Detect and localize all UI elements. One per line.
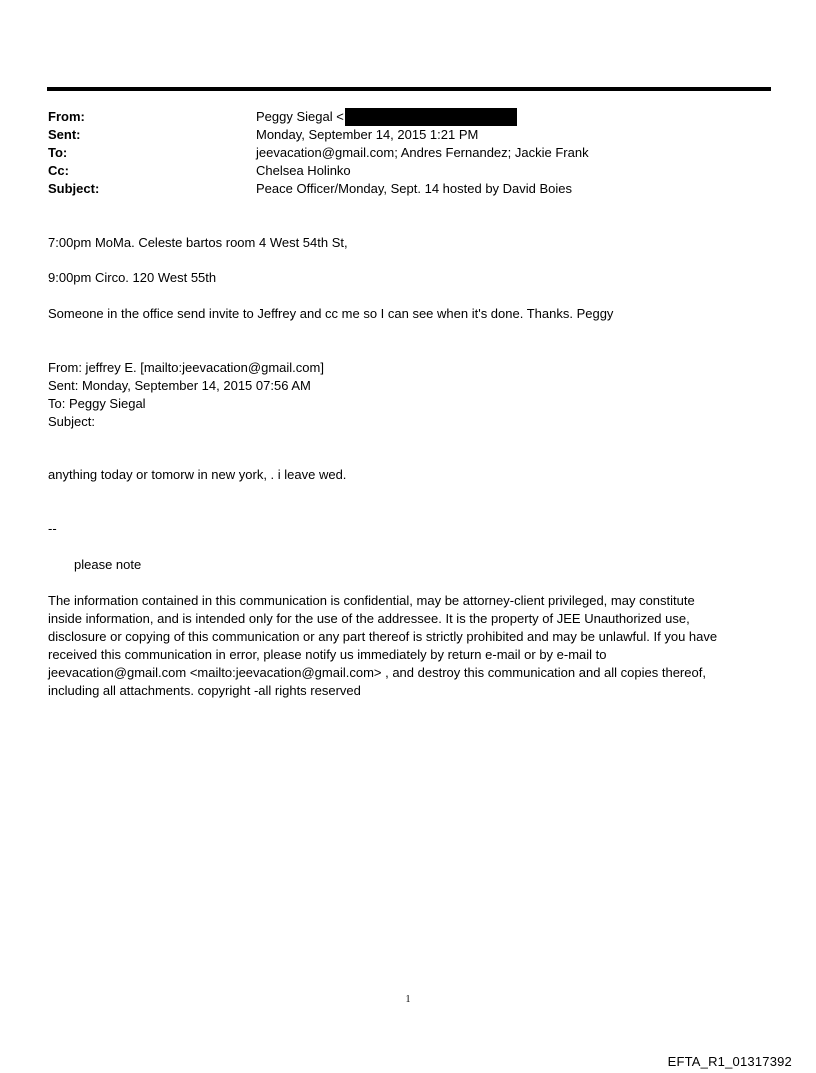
quoted-header bbox=[48, 359, 324, 431]
cc-value: Chelsea Holinko bbox=[256, 163, 351, 178]
sent-label: Sent: bbox=[48, 127, 81, 142]
to-label: To: bbox=[48, 145, 68, 160]
from-label: From: bbox=[48, 109, 85, 124]
from-row bbox=[48, 108, 589, 126]
quoted-body: anything today or tomorw in new york, . i leave wed. bbox=[48, 467, 347, 482]
quoted-sent: Sent: Monday, September 14, 2015 07:56 AM bbox=[48, 378, 311, 393]
subject-value: Peace Officer/Monday, Sept. 14 hosted by David Boies bbox=[256, 181, 573, 196]
quoted-from: From: jeffrey E. [mailto:jeevacation@gmail.com] bbox=[48, 360, 324, 375]
header-divider bbox=[47, 87, 771, 91]
signature-separator: -- bbox=[48, 521, 57, 536]
redaction-box bbox=[345, 108, 517, 126]
disclaimer-line: inside information, and is intended only for the use of the addressee. It is the property of JEE Unauthorized use, bbox=[48, 611, 690, 626]
email-header bbox=[48, 108, 589, 198]
quoted-to: To: Peggy Siegal bbox=[48, 396, 146, 411]
quoted-subject: Subject: bbox=[48, 414, 95, 429]
from-value bbox=[256, 108, 517, 126]
please-note: please note bbox=[74, 557, 142, 572]
disclaimer-line: The information contained in this communication is confidential, may be attorney-client privileged, may constitute bbox=[48, 593, 695, 608]
page-number: 1 bbox=[405, 994, 411, 1005]
message-line-3: Someone in the office send invite to Jeffrey and cc me so I can see when it's done. Thanks. Peggy bbox=[48, 306, 614, 321]
disclaimer-line: jeevacation@gmail.com <mailto:jeevacation@gmail.com> , and destroy this communication and all copies thereof, bbox=[48, 665, 706, 680]
to-value: jeevacation@gmail.com; Andres Fernandez; Jackie Frank bbox=[256, 145, 589, 160]
disclaimer-line: disclosure or copying of this communication or any part thereof is strictly prohibited and may be unlawful. If you have bbox=[48, 629, 718, 644]
cc-row bbox=[48, 162, 589, 180]
subject-label: Subject: bbox=[48, 181, 100, 196]
to-row bbox=[48, 144, 589, 162]
sent-row bbox=[48, 126, 589, 144]
message-line-1: 7:00pm MoMa. Celeste bartos room 4 West 54th St, bbox=[48, 235, 348, 250]
subject-row bbox=[48, 180, 589, 198]
bates-number: EFTA_R1_01317392 bbox=[667, 1054, 792, 1069]
disclaimer-line: received this communication in error, please notify us immediately by return e-mail or by e-mail to bbox=[48, 647, 607, 662]
from-sender: Peggy Siegal < bbox=[256, 109, 344, 124]
disclaimer-line: including all attachments. copyright -all rights reserved bbox=[48, 683, 361, 698]
confidentiality-disclaimer bbox=[48, 592, 768, 700]
sent-value: Monday, September 14, 2015 1:21 PM bbox=[256, 127, 479, 142]
message-line-2: 9:00pm Circo. 120 West 55th bbox=[48, 270, 217, 285]
cc-label: Cc: bbox=[48, 163, 69, 178]
